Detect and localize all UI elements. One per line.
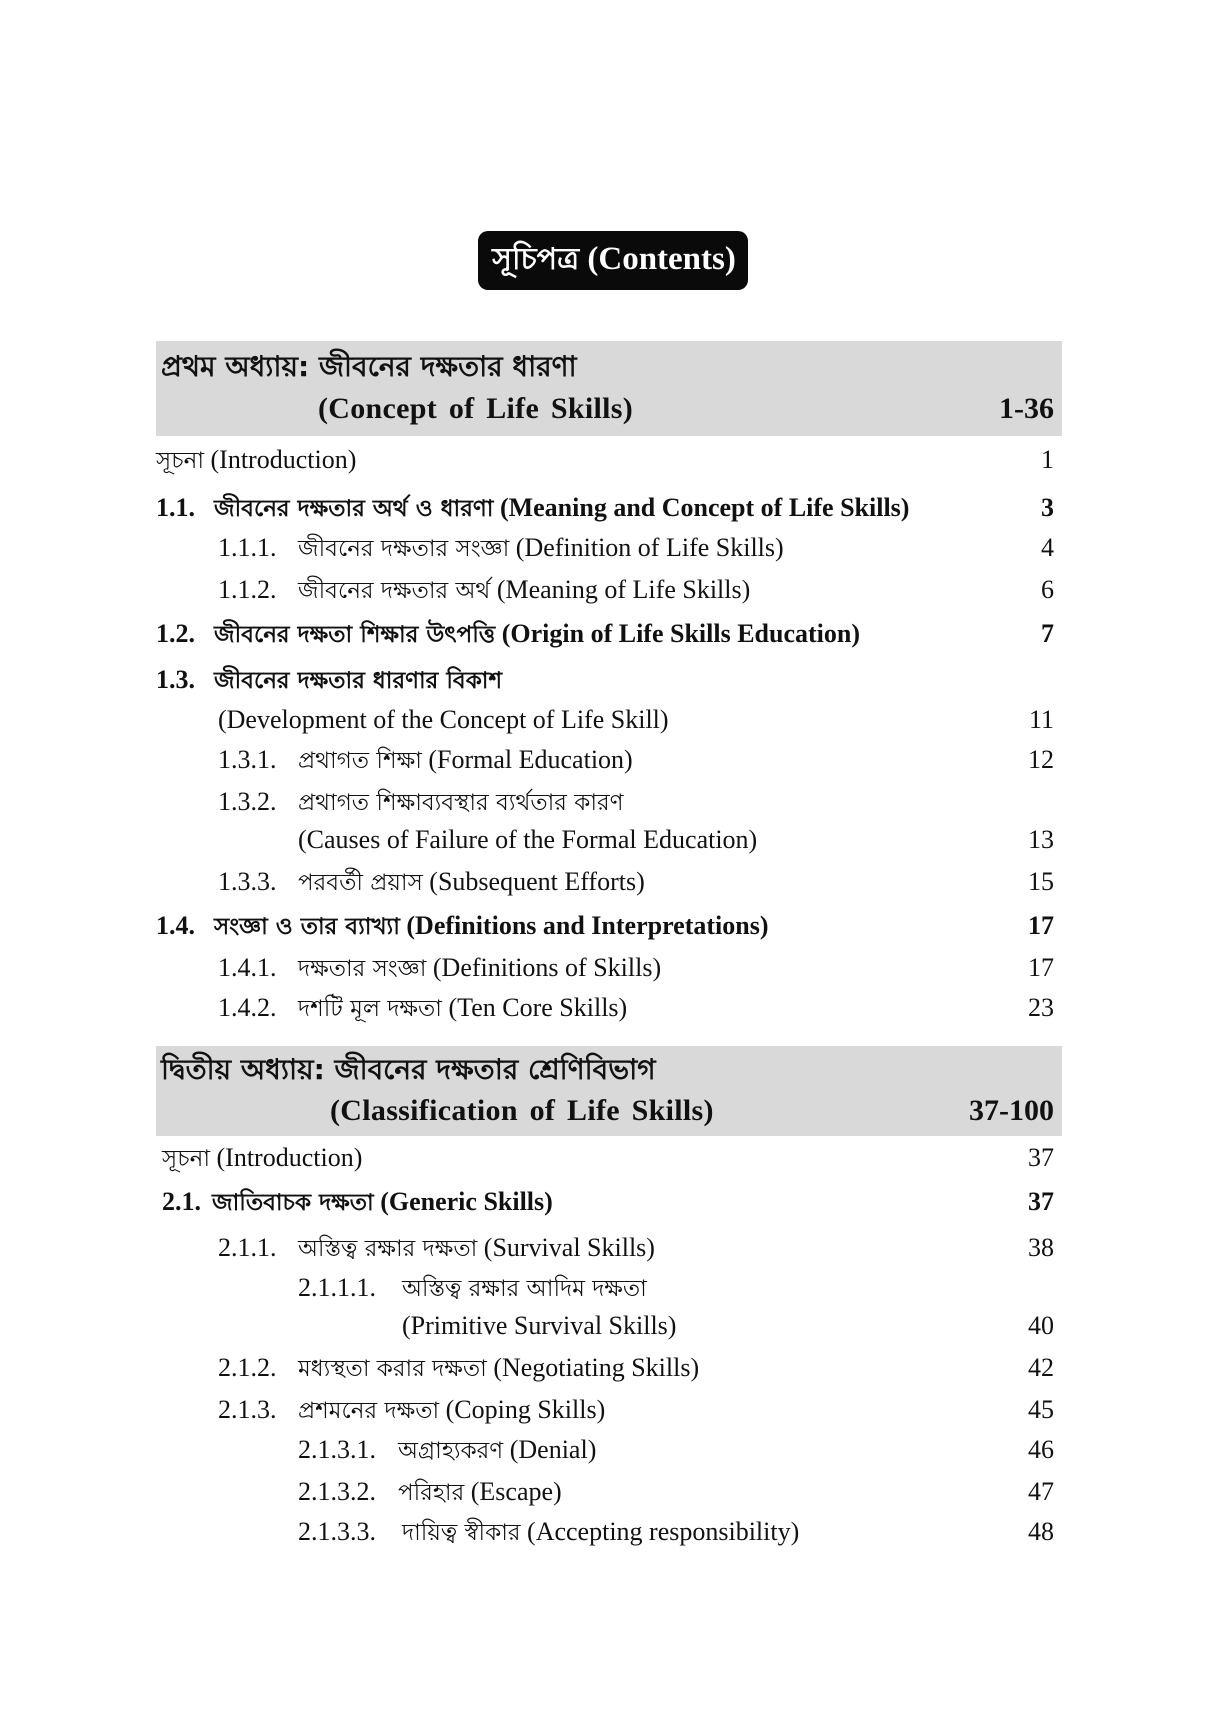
- toc-entry[interactable]: [156, 1512, 1062, 1552]
- chapter-2-pages: 37-100: [969, 1094, 1054, 1127]
- entry-text: দশটি মূল দক্ষতা (Ten Core Skills): [298, 993, 628, 1022]
- toc-entry[interactable]: [156, 1348, 1062, 1390]
- chapter-1-bengali-title: প্রথম অধ্যায়: জীবনের দক্ষতার ধারণা: [161, 350, 577, 383]
- entry-page: 15: [1028, 867, 1054, 896]
- entry-text: সূচনা (Introduction): [162, 1143, 363, 1172]
- toc-entry[interactable]: [156, 1430, 1062, 1472]
- chapter-1-english-title: (Concept of Life Skills): [318, 392, 634, 425]
- entry-text-english: (Primitive Survival Skills): [402, 1311, 677, 1340]
- chapter-2-bengali-title: দ্বিতীয় অধ্যায়: জীবনের দক্ষতার শ্রেণিবিভাগ: [161, 1053, 656, 1086]
- chapter-1-pages: 1-36: [999, 392, 1054, 425]
- entry-text-english: (Causes of Failure of the Formal Education): [298, 825, 758, 854]
- toc-entry[interactable]: [156, 614, 1062, 660]
- entry-text: পরিহার (Escape): [398, 1477, 562, 1506]
- entry-text: মধ্যস্থতা করার দক্ষতা (Negotiating Skills): [298, 1353, 700, 1382]
- entry-text-bengali: প্রথাগত শিক্ষাব্যবস্থার ব্যর্থতার কারণ: [298, 790, 624, 816]
- entry-number: 2.1.: [162, 1187, 201, 1216]
- entry-number: 2.1.3.2.: [298, 1477, 376, 1506]
- entry-number: 2.1.1.1.: [298, 1273, 376, 1302]
- entry-number: 2.1.2.: [218, 1353, 277, 1382]
- entry-number: 1.3.: [156, 665, 195, 694]
- contents-title-bengali: সূচিপত্র: [492, 242, 580, 277]
- chapter-2-english-title: (Classification of Life Skills): [330, 1094, 714, 1127]
- entry-text: প্রথাগত শিক্ষা (Formal Education): [298, 745, 633, 774]
- toc-entry[interactable]: [156, 1138, 1062, 1182]
- entry-page: 4: [1041, 533, 1054, 562]
- entry-text-english: (Development of the Concept of Life Skill): [218, 705, 669, 734]
- contents-title-badge: [478, 231, 748, 290]
- toc-entry[interactable]: [156, 1390, 1062, 1430]
- entry-page: 17: [1028, 911, 1054, 940]
- entry-number: 1.1.1.: [218, 533, 277, 562]
- entry-page: 13: [1028, 825, 1054, 854]
- entry-page: 47: [1028, 1477, 1054, 1506]
- entry-page: 40: [1028, 1311, 1054, 1340]
- toc-entry[interactable]: [156, 948, 1062, 988]
- entry-number: 2.1.3.1.: [298, 1435, 376, 1464]
- toc-entry[interactable]: [156, 528, 1062, 570]
- entry-page: 45: [1028, 1395, 1054, 1424]
- entry-page: 3: [1041, 493, 1054, 522]
- entry-number: 1.3.1.: [218, 745, 277, 774]
- entry-page: 1: [1041, 445, 1054, 474]
- entry-page: 48: [1028, 1517, 1054, 1546]
- entry-text: দক্ষতার সংজ্ঞা (Definitions of Skills): [298, 953, 662, 982]
- entry-page: 38: [1028, 1233, 1054, 1262]
- contents-title-wrap: [0, 231, 1214, 290]
- toc-entry[interactable]: [156, 1472, 1062, 1512]
- toc-entry[interactable]: [156, 440, 1062, 484]
- chapter-2-header[interactable]: [156, 1046, 1062, 1136]
- entry-number: 1.3.3.: [218, 867, 277, 896]
- entry-page: 37: [1028, 1187, 1054, 1216]
- entry-number: 2.1.3.: [218, 1395, 277, 1424]
- entry-number: 1.1.: [156, 493, 195, 522]
- toc-entry[interactable]: [156, 906, 1062, 948]
- toc-entry[interactable]: [156, 862, 1062, 906]
- entry-text: সূচনা (Introduction): [156, 445, 357, 474]
- entry-number: 1.1.2.: [218, 575, 277, 604]
- entry-page: 6: [1041, 575, 1054, 604]
- entry-page: 23: [1028, 993, 1054, 1022]
- entry-text: জীবনের দক্ষতার সংজ্ঞা (Definition of Life Skills): [298, 533, 784, 562]
- entry-page: 46: [1028, 1435, 1054, 1464]
- toc-entry-continuation[interactable]: [156, 700, 1062, 740]
- entry-text: সংজ্ঞা ও তার ব্যাখ্যা (Definitions and Interpretations): [214, 911, 769, 940]
- chapter-1-header[interactable]: [156, 341, 1062, 436]
- entry-page: 12: [1028, 745, 1054, 774]
- entry-text: প্রশমনের দক্ষতা (Coping Skills): [298, 1395, 606, 1424]
- entry-number: 1.2.: [156, 619, 195, 648]
- table-of-contents: [156, 341, 1062, 1552]
- entry-text: জীবনের দক্ষতার অর্থ (Meaning of Life Skills): [298, 575, 751, 604]
- toc-entry[interactable]: [156, 1182, 1062, 1228]
- toc-entry[interactable]: [156, 1268, 1062, 1306]
- entry-text: জীবনের দক্ষতার অর্থ ও ধারণা (Meaning and Concept of Life Skills): [214, 493, 910, 522]
- contents-title-english: (Contents): [587, 241, 736, 277]
- entry-text: দায়িত্ব স্বীকার (Accepting responsibility): [402, 1517, 800, 1546]
- entry-number: 1.4.1.: [218, 953, 277, 982]
- toc-entry[interactable]: [156, 570, 1062, 614]
- toc-entry[interactable]: [156, 740, 1062, 782]
- toc-entry[interactable]: [156, 988, 1062, 1028]
- entry-number: 1.4.2.: [218, 993, 277, 1022]
- toc-entry-continuation[interactable]: [156, 1306, 1062, 1348]
- entry-page: 17: [1028, 953, 1054, 982]
- toc-entry-continuation[interactable]: [156, 820, 1062, 862]
- entry-page: 42: [1028, 1353, 1054, 1382]
- entry-text: অগ্রাহ্যকরণ (Denial): [398, 1435, 597, 1464]
- entry-text: জীবনের দক্ষতা শিক্ষার উৎপত্তি (Origin of Life Skills Education): [214, 619, 861, 648]
- toc-entry[interactable]: [156, 782, 1062, 820]
- entry-page: 7: [1041, 619, 1054, 648]
- entry-text: পরবর্তী প্রয়াস (Subsequent Efforts): [298, 867, 645, 896]
- toc-entry[interactable]: [156, 660, 1062, 700]
- toc-entry[interactable]: [156, 488, 1062, 528]
- entry-text-bengali: জীবনের দক্ষতার ধারণার বিকাশ: [214, 668, 503, 694]
- entry-text-bengali: অস্তিত্ব রক্ষার আদিম দক্ষতা: [402, 1276, 647, 1302]
- entry-number: 1.3.2.: [218, 787, 277, 816]
- entry-page: 11: [1028, 705, 1054, 734]
- entry-number: 1.4.: [156, 911, 195, 940]
- toc-entry[interactable]: [156, 1228, 1062, 1268]
- entry-text: অস্তিত্ব রক্ষার দক্ষতা (Survival Skills): [298, 1233, 655, 1262]
- entry-number: 2.1.3.3.: [298, 1517, 376, 1546]
- entry-text: জাতিবাচক দক্ষতা (Generic Skills): [212, 1187, 553, 1216]
- entry-page: 37: [1028, 1143, 1054, 1172]
- entry-number: 2.1.1.: [218, 1233, 277, 1262]
